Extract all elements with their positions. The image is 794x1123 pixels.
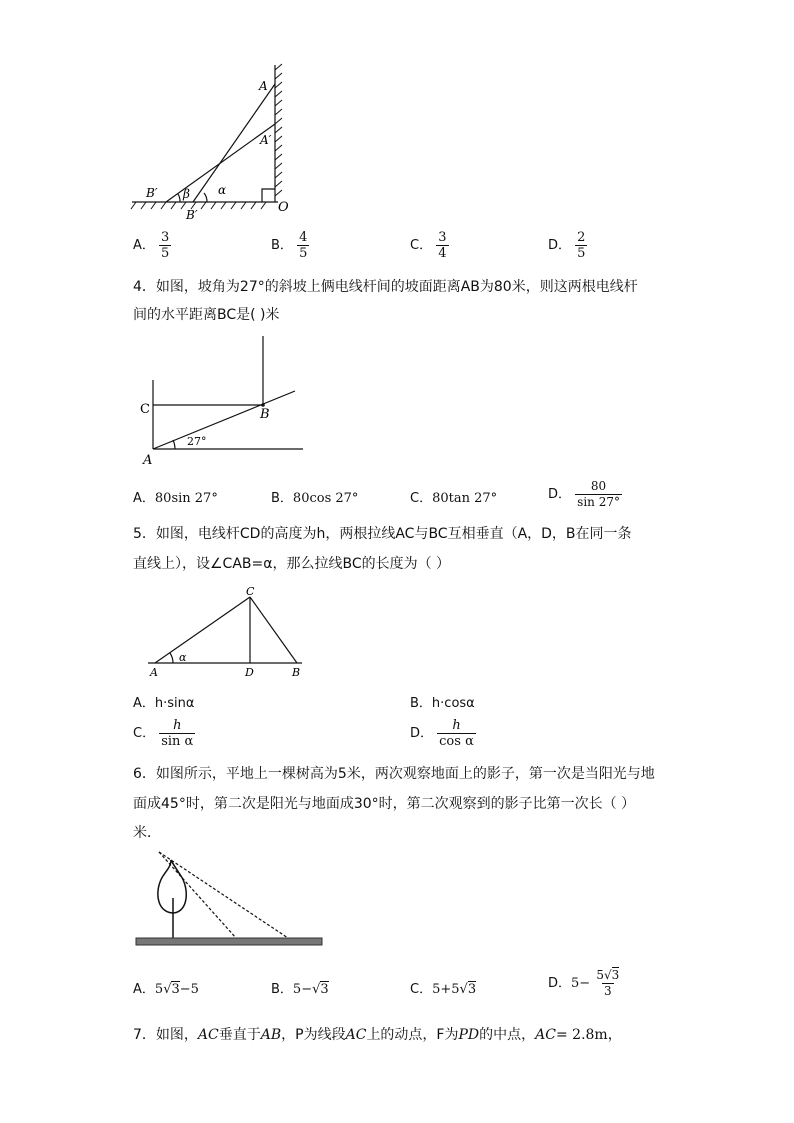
q5-figure: [140, 582, 315, 682]
label-B-prime-bottom: B′: [186, 208, 198, 222]
q5-option-a: A．h·sinα: [133, 696, 195, 711]
q4-figure: [135, 332, 310, 472]
label-O: O: [278, 200, 289, 215]
q6-text-line3: 米．: [133, 825, 161, 841]
q4-option-c: C．80tan 27°: [410, 491, 498, 506]
q7-text-line1: 7．如图，AC垂直于AB，P为线段AC上的动点，F为PD的中点，AC= 2.8m，: [133, 1027, 622, 1043]
label-alpha: α: [218, 183, 227, 197]
q4-text-line1: 4．如图，坡角为27°的斜坡上俩电线杆间的坡面距离AB为80米，则这两根电线杆: [133, 279, 638, 295]
q6-option-a: A．5√3−5: [133, 982, 199, 997]
q4-option-a: A．80sin 27°: [133, 491, 218, 506]
q6-text-line2: 面成45°时，第二次是阳光与地面成30°时，第二次观察到的影子比第一次长（ ）: [133, 796, 636, 812]
q4-text-line2: 间的水平距离BC是( )米: [133, 307, 280, 323]
q3-option-d: D． $\frac{2}{5}$: [548, 230, 586, 261]
label-A-prime: A′: [260, 133, 272, 147]
q5-label-B: B: [292, 666, 301, 679]
q5-option-d: D． $\frac{h}{\text{cos α}}$: [410, 718, 474, 749]
label-beta: β: [183, 187, 190, 201]
label-A: A: [259, 79, 268, 93]
q3-option-a: A． $\frac{3}{5}$: [133, 230, 170, 261]
q5-text-line2: 直线上），设∠CAB=α，那么拉线BC的长度为（ ）: [133, 556, 451, 572]
q6-figure: [133, 848, 328, 953]
q5-option-c: C． $\frac{h}{\text{sin α}}$: [133, 718, 194, 749]
label-B-prime-left: B′: [146, 186, 158, 200]
q4-label-B: B: [260, 407, 270, 422]
q6-text-line1: 6．如图所示，平地上一棵树高为5米，两次观察地面上的影子，第一次是当阳光与地: [133, 766, 655, 782]
q4-option-b: B．80cos 27°: [271, 491, 359, 506]
q5-text-line1: 5．如图，电线杆CD的高度为h，两根拉线AC与BC互相垂直（A，D，B在同一条: [133, 526, 632, 542]
q5-option-b: B．h·cosα: [410, 696, 475, 711]
q4-label-angle: 27°: [187, 435, 207, 448]
q6-option-c: C．5+5√3: [410, 982, 477, 997]
q4-option-d: D． $\frac{80}{\sin 27^\circ}$: [548, 479, 620, 509]
q5-label-C: C: [246, 585, 255, 598]
q3-option-c: C． $\frac{3}{4}$: [410, 230, 447, 261]
q5-label-A: A: [150, 666, 158, 679]
q4-label-A: A: [143, 453, 153, 468]
q3-figure: [126, 60, 306, 225]
q6-option-d: D．5− $\frac{5√3}{3}$: [548, 968, 620, 998]
q5-label-alpha: α: [179, 651, 187, 664]
q6-option-b: B．5−√3: [271, 982, 329, 997]
q3-option-b: B． $\frac{4}{5}$: [271, 230, 308, 261]
q4-label-C: C: [140, 402, 150, 417]
q5-label-D: D: [245, 666, 254, 679]
